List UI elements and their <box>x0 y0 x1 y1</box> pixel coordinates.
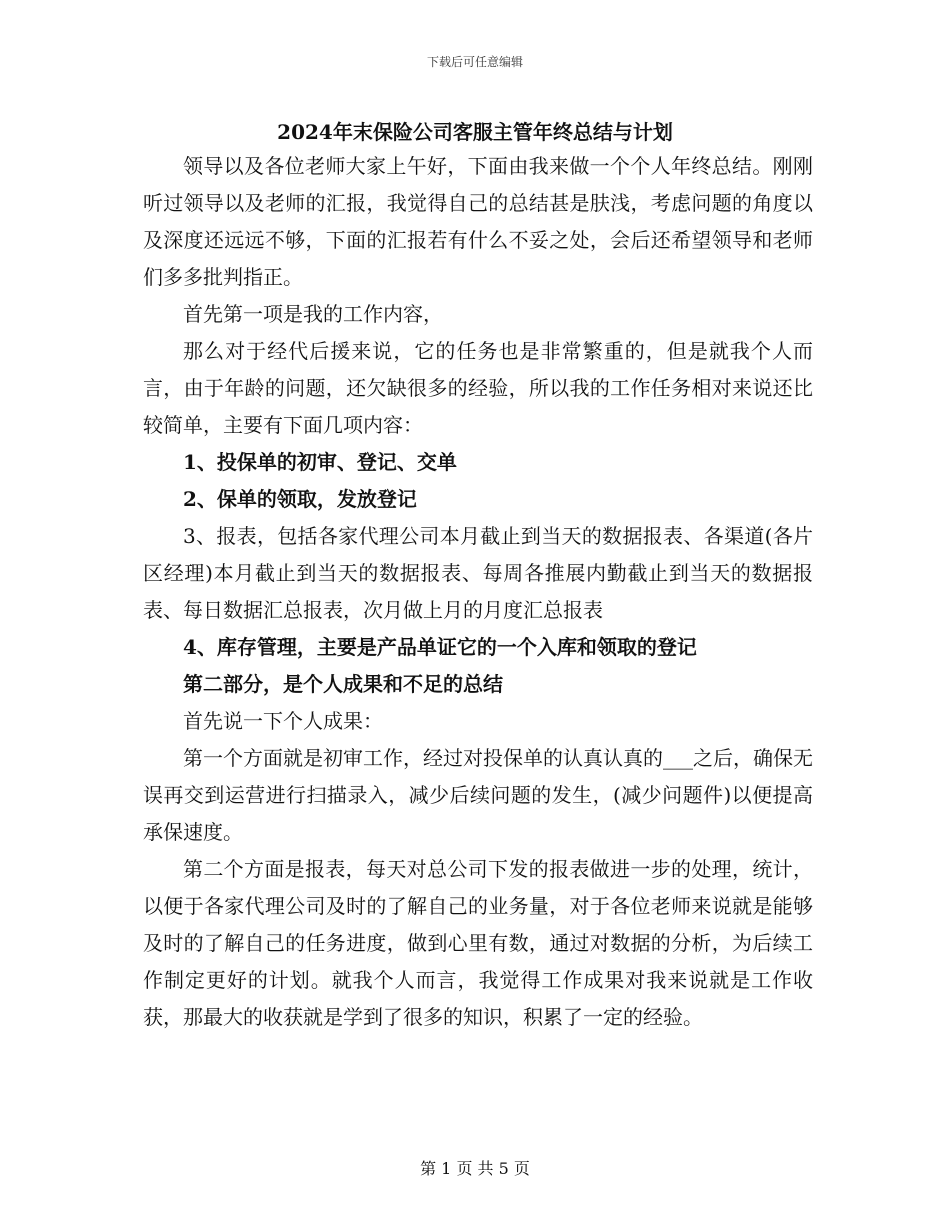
list-item-4: 4、库存管理，主要是产品单证它的一个入库和领取的登记 <box>183 635 697 659</box>
paragraph-work-content-intro: 首先第一项是我的工作内容， <box>183 302 443 326</box>
list-item-3: 3、报表，包括各家代理公司本月截止到当天的数据报表、各渠道(各片区经理)本月截止到当天的数据报表、每周各推展内勤截止到当天的数据报表、每日数据汇总报表，次月做上月的月度汇总报表 <box>143 524 813 622</box>
paragraph-achievements-intro: 首先说一下个人成果： <box>183 709 383 733</box>
document-body <box>143 148 813 1036</box>
paragraph-achievement-2: 第二个方面是报表，每天对总公司下发的报表做进一步的处理，统计，以便于各家代理公司及时的了解自己的业务量，对于各位老师来说就是能够及时的了解自己的任务进度，做到心里有数，通过对数据的分析，为后续工作制定更好的计划。就我个人而言，我觉得工作成果对我来说就是工作收获，那最大的收获就是学到了很多的知识，积累了一定的经验。 <box>143 857 813 1029</box>
paragraph-opening: 领导以及各位老师大家上午好，下面由我来做一个个人年终总结。刚刚听过领导以及老师的汇报，我觉得自己的总结甚是肤浅，考虑问题的角度以及深度还远远不够，下面的汇报若有什么不妥之处，会后还希望领导和老师们多多批判指正。 <box>143 154 813 289</box>
section-heading-part-two: 第二部分，是个人成果和不足的总结 <box>183 672 503 696</box>
list-item-1: 1、投保单的初审、登记、交单 <box>183 450 457 474</box>
header-note: 下载后可任意编辑 <box>426 55 523 69</box>
document-title: 2024年末保险公司客服主管年终总结与计划 <box>277 120 673 144</box>
list-item-2: 2、保单的领取，发放登记 <box>183 487 417 511</box>
page-number: 第 1 页 共 5 页 <box>420 1159 530 1178</box>
paragraph-achievement-1: 第一个方面就是初审工作，经过对投保单的认真认真的___之后，确保无误再交到运营进行扫描录入，减少后续问题的发生，(减少问题件)以便提高承保速度。 <box>143 746 813 844</box>
paragraph-task-overview: 那么对于经代后援来说，它的任务也是非常繁重的，但是就我个人而言，由于年龄的问题，还欠缺很多的经验，所以我的工作任务相对来说还比较简单，主要有下面几项内容： <box>143 339 813 437</box>
